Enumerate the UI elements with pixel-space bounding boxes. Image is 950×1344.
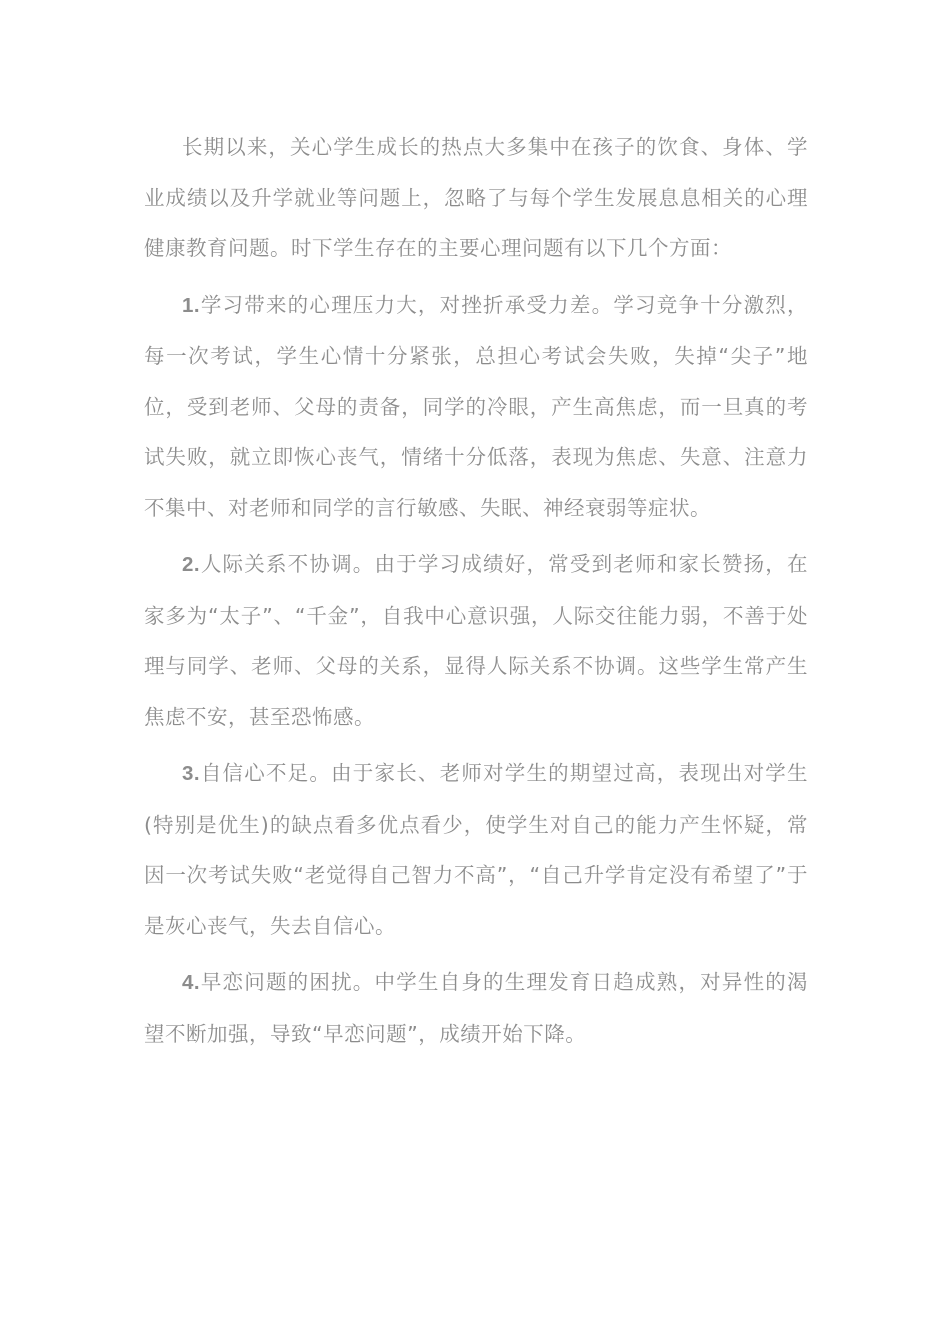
problem-text-3: 自信心不足。由于家长、老师对学生的期望过高，表现出对学生(特别是优生)的缺点看多优点看少，使学生对自己的能力产生怀疑，常因一次考试失败“老觉得自己智力不高”，“自己升学肯定没有希望了”于是灰心丧气，失去自信心。: [144, 761, 808, 938]
intro-paragraph: [144, 122, 808, 274]
problem-paragraph-1: [144, 280, 808, 534]
problem-paragraph-2: [144, 539, 808, 742]
problem-text-4: 早恋问题的困扰。中学生自身的生理发育日趋成熟，对异性的渴望不断加强，导致“早恋问题”，成绩开始下降。: [144, 970, 808, 1046]
problem-paragraph-3: [144, 748, 808, 951]
problem-number-2: 2.: [182, 553, 201, 576]
problem-number-3: 3.: [182, 762, 201, 785]
problem-text-2: 人际关系不协调。由于学习成绩好，常受到老师和家长赞扬，在家多为“太子”、“千金”，自我中心意识强，人际交往能力弱，不善于处理与同学、老师、父母的关系，显得人际关系不协调。这些学生常产生焦虑不安，甚至恐怖感。: [144, 552, 808, 729]
document-body: [144, 122, 808, 1065]
problem-paragraph-4: [144, 957, 808, 1059]
problem-number-4: 4.: [182, 971, 201, 994]
problem-number-1: 1.: [182, 293, 201, 317]
intro-paragraph-text: 长期以来，关心学生成长的热点大多集中在孩子的饮食、身体、学业成绩以及升学就业等问题上，忽略了与每个学生发展息息相关的心理健康教育问题。时下学生存在的主要心理问题有以下几个方面：: [144, 135, 808, 260]
problem-text-1: 学习带来的心理压力大，对挫折承受力差。学习竞争十分激烈，每一次考试，学生心情十分紧张，总担心考试会失败，失掉“尖子”地位，受到老师、父母的责备，同学的冷眼，产生高焦虑，而一旦真的考试失败，就立即恢心丧气，情绪十分低落，表现为焦虑、失意、注意力不集中、对老师和同学的言行敏感、失眠、神经衰弱等症状。: [144, 292, 808, 520]
